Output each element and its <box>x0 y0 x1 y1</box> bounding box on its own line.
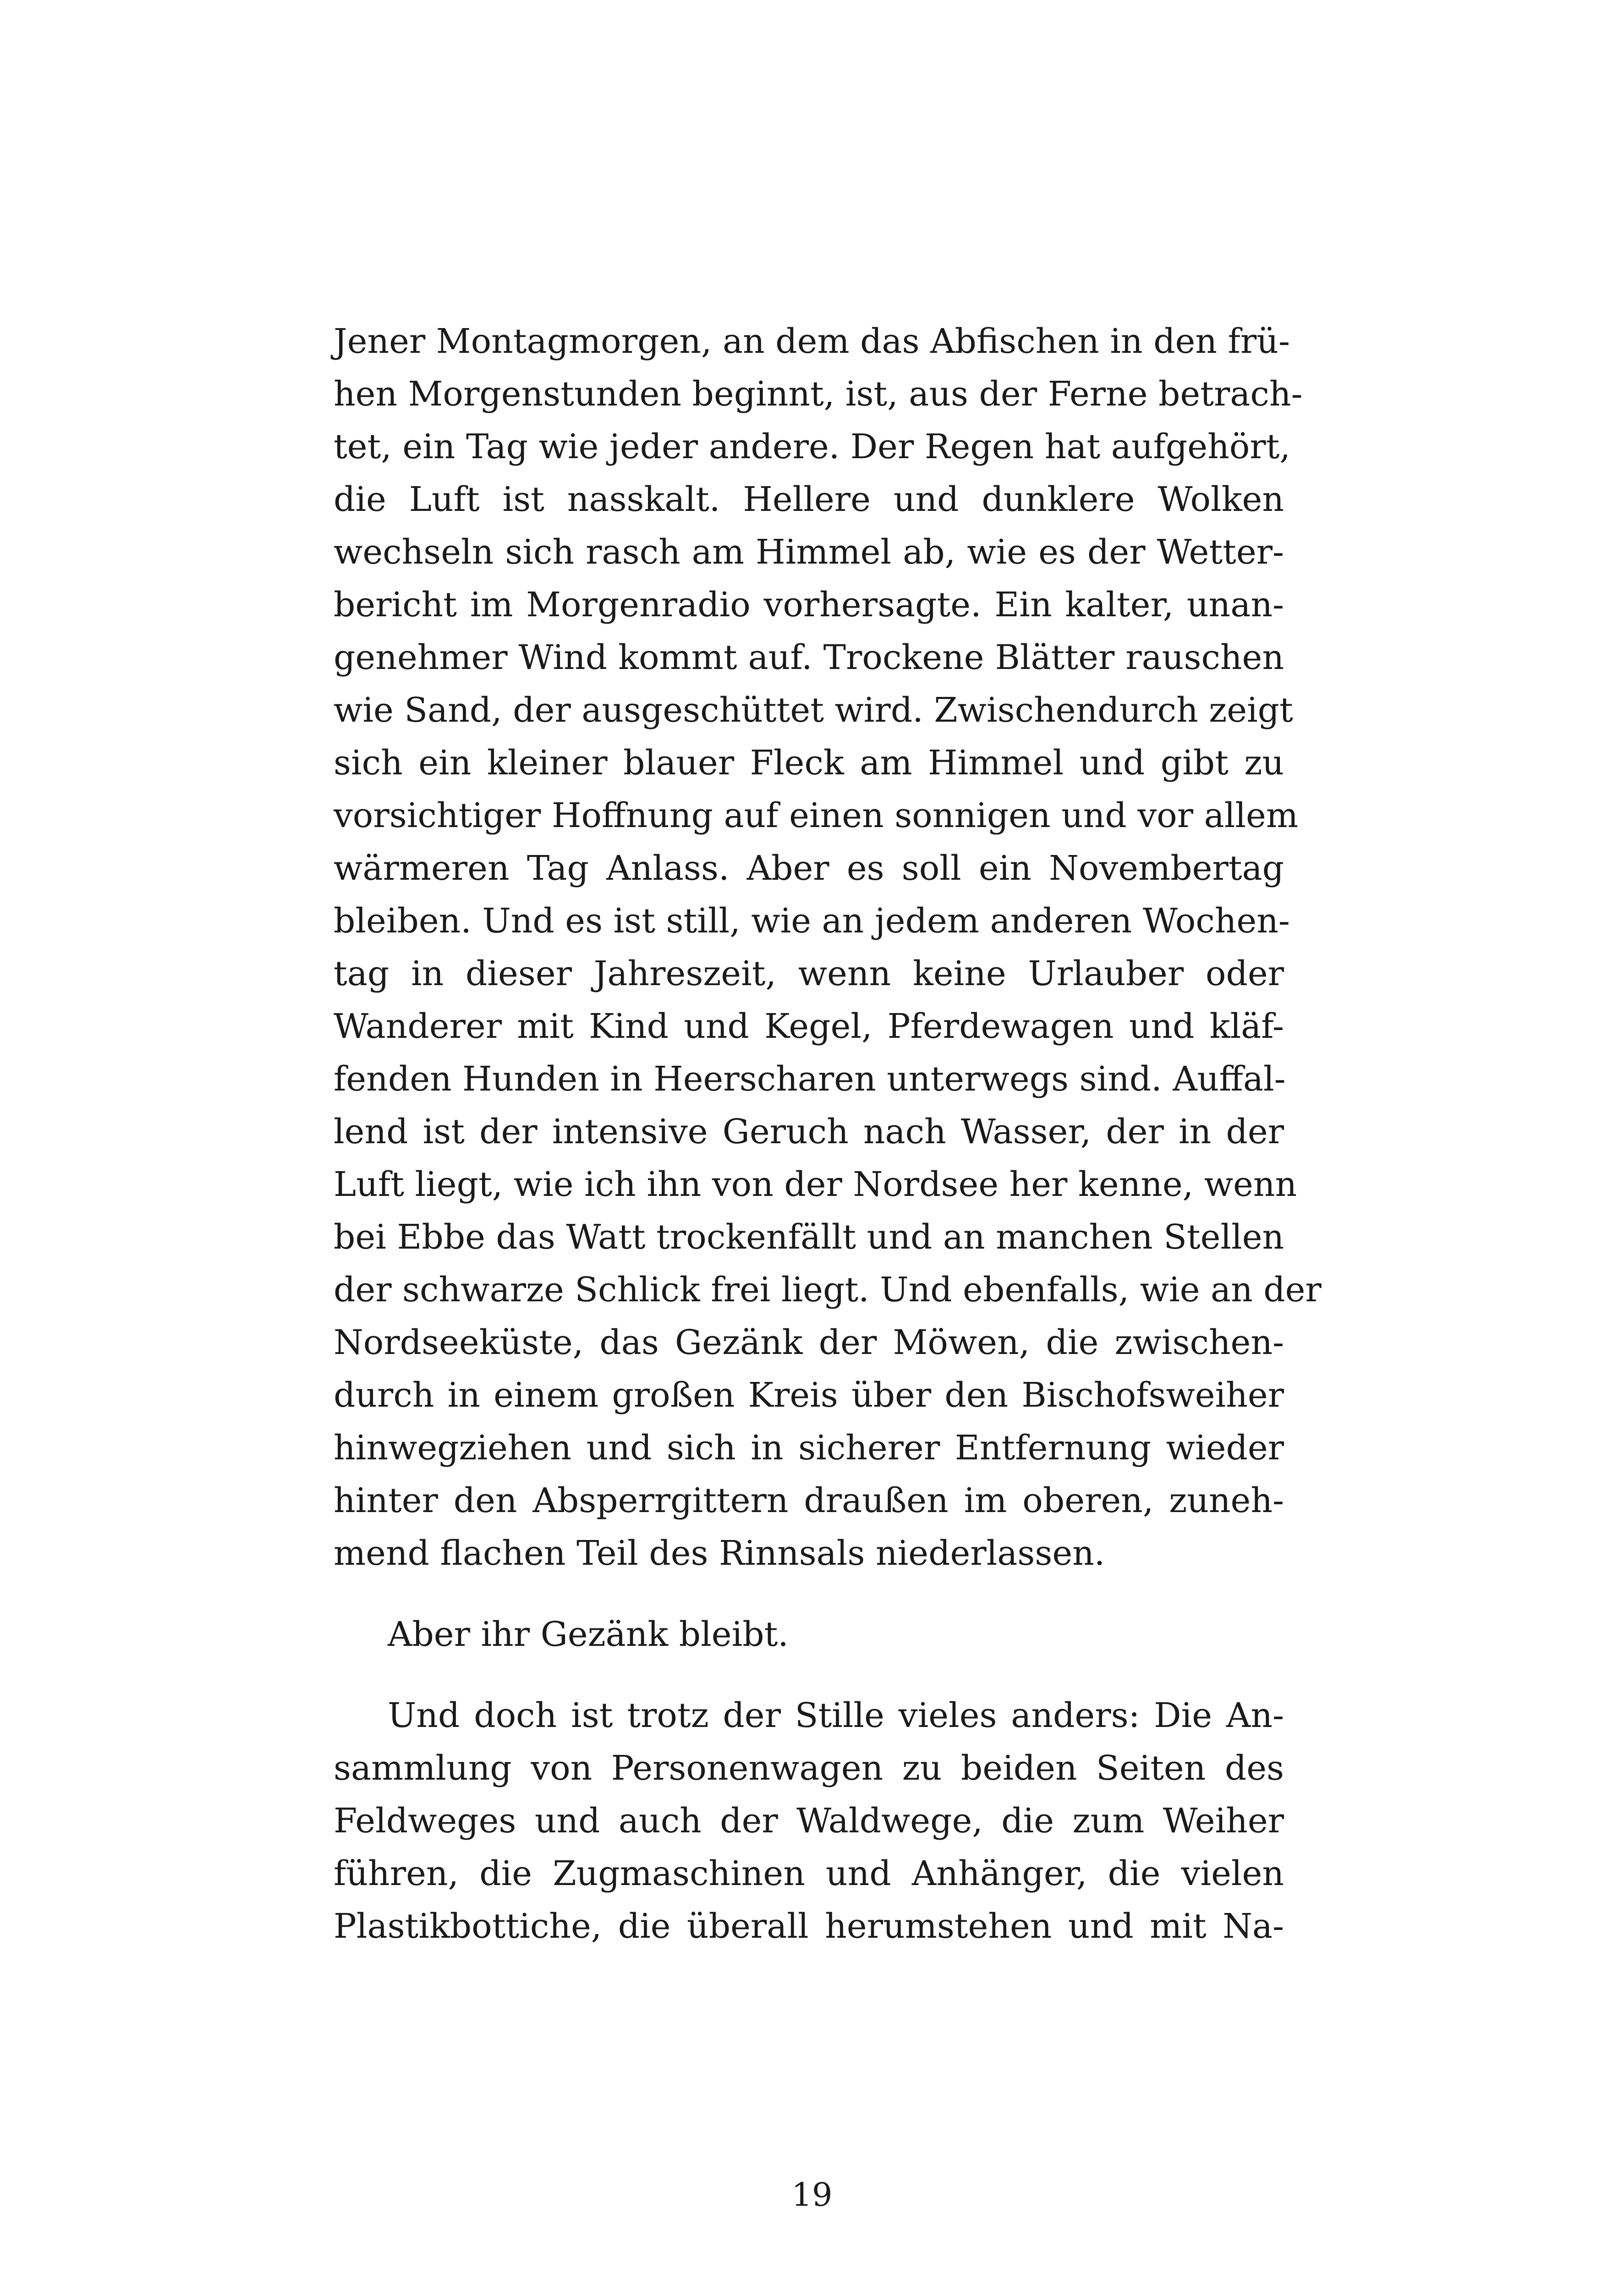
text-line: hinter den Absperrgittern draußen im oberen, zuneh- <box>334 1481 1284 1520</box>
text-line: der schwarze Schlick frei liegt. Und ebenfalls, wie an der <box>334 1270 1322 1310</box>
text-line: durch in einem großen Kreis über den Bischofsweiher <box>334 1376 1284 1415</box>
text-line: Feldweges und auch der Waldwege, die zum Weiher <box>334 1801 1284 1841</box>
text-line: mend flachen Teil des Rinnsals niederlassen. <box>334 1534 1105 1573</box>
text-line: Und doch ist trotz der Stille vieles anders: Die An- <box>388 1696 1284 1735</box>
paragraph-spacing <box>334 1661 1284 1689</box>
paragraph-3 <box>334 1689 1284 1953</box>
text-line: lend ist der intensive Geruch nach Wasser, der in der <box>334 1112 1284 1151</box>
text-line: wie Sand, der ausgeschüttet wird. Zwischendurch zeigt <box>334 691 1293 730</box>
text-line: bleiben. Und es ist still, wie an jedem anderen Wochen- <box>334 901 1290 941</box>
body-text <box>334 315 1322 1953</box>
text-line: bericht im Morgenradio vorhersagte. Ein kalter, unan- <box>334 585 1284 625</box>
text-line: hen Morgenstunden beginnt, ist, aus der Ferne betrach- <box>334 374 1303 414</box>
text-line: Wanderer mit Kind und Kegel, Pferdewagen und kläf- <box>334 1007 1284 1046</box>
text-line: sich ein kleiner blauer Fleck am Himmel und gibt zu <box>334 743 1284 783</box>
text-line: genehmer Wind kommt auf. Trockene Blätter rauschen <box>334 638 1284 677</box>
text-line: wärmeren Tag Anlass. Aber es soll ein Novembertag <box>334 849 1284 888</box>
text-line: Luft liegt, wie ich ihn von der Nordsee her kenne, wenn <box>334 1165 1297 1204</box>
text-line: hinwegziehen und sich in sicherer Entfernung wieder <box>334 1428 1284 1468</box>
text-line: sammlung von Personenwagen zu beiden Seiten des <box>334 1748 1284 1788</box>
paragraph-1 <box>334 315 1322 1580</box>
text-line: wechseln sich rasch am Himmel ab, wie es der Wetter- <box>334 532 1284 572</box>
text-line: Plastikbottiche, die überall herumstehen und mit Na- <box>334 1907 1284 1946</box>
text-line: tet, ein Tag wie jeder andere. Der Regen hat aufgehört, <box>334 427 1290 466</box>
text-line: Jener Montagmorgen, an dem das Abfischen in den frü- <box>334 322 1290 361</box>
paragraph-2 <box>334 1608 1284 1661</box>
text-line: führen, die Zugmaschinen und Anhänger, die vielen <box>334 1854 1284 1893</box>
text-line: bei Ebbe das Watt trockenfällt und an manchen Stellen <box>334 1217 1284 1257</box>
paragraph-spacing <box>334 1580 1284 1608</box>
text-line: vorsichtiger Hoffnung auf einen sonnigen und vor allem <box>334 796 1298 835</box>
page-number: 19 <box>791 2176 833 2214</box>
text-line: Nordseeküste, das Gezänk der Möwen, die zwischen- <box>334 1323 1284 1362</box>
text-line: fenden Hunden in Heerscharen unterwegs sind. Auffal- <box>334 1059 1286 1099</box>
text-line: Aber ihr Gezänk bleibt. <box>388 1615 789 1654</box>
text-line: tag in dieser Jahreszeit, wenn keine Urlauber oder <box>334 954 1284 993</box>
text-line: die Luft ist nasskalt. Hellere und dunklere Wolken <box>334 480 1284 519</box>
